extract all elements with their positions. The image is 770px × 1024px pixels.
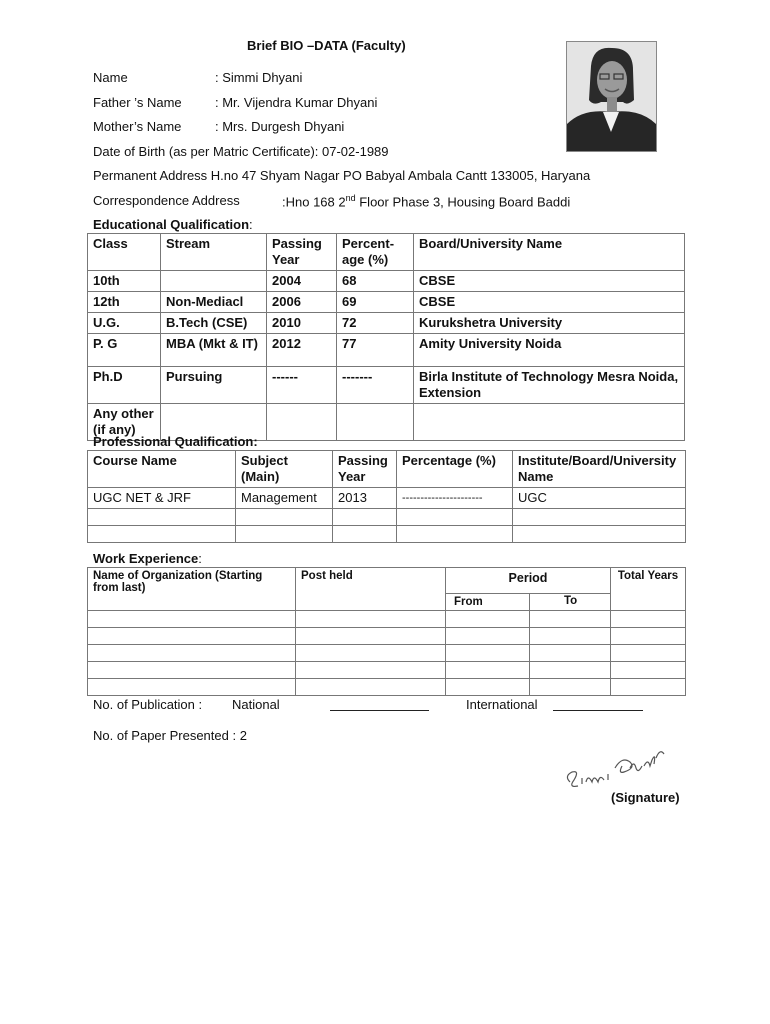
table-header-cell: Board/University Name <box>414 234 685 271</box>
table-cell <box>446 611 530 628</box>
table-cell <box>333 526 397 543</box>
table-cell <box>296 679 446 696</box>
table-cell: Management <box>236 488 333 509</box>
table-cell <box>88 679 296 696</box>
table-cell: 2004 <box>267 271 337 292</box>
international-blank-line <box>553 698 643 711</box>
work-experience-table <box>87 567 686 696</box>
table-row <box>88 645 686 662</box>
table-cell <box>611 662 686 679</box>
correspondence-address-part: Floor Phase 3, Housing Board Baddi <box>355 194 571 210</box>
education-table <box>87 233 685 441</box>
correspondence-address-label: Correspondence Address <box>93 193 240 208</box>
table-cell: UGC NET & JRF <box>88 488 236 509</box>
professional-heading: Professional Qualification: <box>93 434 258 449</box>
table-cell: P. G <box>88 334 161 367</box>
table-cell: 2010 <box>267 313 337 334</box>
work-heading <box>93 551 202 566</box>
table-cell: ------- <box>337 367 414 404</box>
publication-national-label: National <box>232 697 280 712</box>
table-header-cell: Percent-age (%) <box>337 234 414 271</box>
name-label: Name <box>93 70 128 85</box>
table-row <box>88 271 685 292</box>
table-header-cell: Course Name <box>88 451 236 488</box>
work-heading-text: Work Experience <box>93 551 199 566</box>
permanent-address: Permanent Address H.no 47 Shyam Nagar PO Babyal Ambala Cantt 133005, Haryana <box>93 168 591 183</box>
table-cell: CBSE <box>414 292 685 313</box>
publication-label: No. of Publication : <box>93 697 203 712</box>
table-cell <box>236 526 333 543</box>
table-row <box>88 526 686 543</box>
table-header-row <box>88 451 686 488</box>
table-cell: 2006 <box>267 292 337 313</box>
table-header-cell: Passing Year <box>267 234 337 271</box>
name-value: : Simmi Dhyani <box>215 70 303 85</box>
table-cell <box>333 509 397 526</box>
signature-image <box>560 738 670 798</box>
table-cell: Pursuing <box>161 367 267 404</box>
table-cell <box>88 662 296 679</box>
table-cell <box>611 628 686 645</box>
table-header-cell: Class <box>88 234 161 271</box>
work-heading-colon: : <box>198 551 202 566</box>
table-cell <box>337 404 414 441</box>
table-row <box>88 367 685 404</box>
publication-international-label: International <box>466 697 538 712</box>
table-cell <box>530 662 611 679</box>
mother-name-label: Mother’s Name <box>93 119 182 134</box>
table-row <box>88 313 685 334</box>
table-cell <box>397 526 513 543</box>
table-header-cell: From <box>446 594 530 611</box>
ordinal-suffix: nd <box>345 193 356 203</box>
table-cell <box>88 645 296 662</box>
father-name-value: : Mr. Vijendra Kumar Dhyani <box>215 95 378 110</box>
table-row <box>88 488 686 509</box>
education-heading-colon: : <box>249 217 253 232</box>
table-cell: 77 <box>337 334 414 367</box>
table-cell <box>236 509 333 526</box>
table-row <box>88 334 685 367</box>
table-header-cell: Institute/Board/University Name <box>513 451 686 488</box>
table-cell: Birla Institute of Technology Mesra Noida, Extension <box>414 367 685 404</box>
table-cell <box>88 509 236 526</box>
table-cell <box>611 679 686 696</box>
table-cell: 68 <box>337 271 414 292</box>
table-cell <box>530 645 611 662</box>
table-cell: 2012 <box>267 334 337 367</box>
table-cell <box>446 679 530 696</box>
table-cell <box>530 628 611 645</box>
table-cell <box>513 509 686 526</box>
table-cell: B.Tech (CSE) <box>161 313 267 334</box>
page-title: Brief BIO –DATA (Faculty) <box>247 38 406 53</box>
table-cell: Non-Mediacl <box>161 292 267 313</box>
table-cell: ------ <box>267 367 337 404</box>
education-heading <box>93 217 253 232</box>
table-cell <box>161 271 267 292</box>
table-cell: Amity University Noida <box>414 334 685 367</box>
table-cell <box>446 662 530 679</box>
date-of-birth: Date of Birth (as per Matric Certificate): 07-02-1989 <box>93 144 389 159</box>
table-cell <box>296 611 446 628</box>
table-header-cell: Period <box>446 568 611 594</box>
education-heading-text: Educational Qualification <box>93 217 250 232</box>
table-header-row <box>88 234 685 271</box>
table-header-cell: Name of Organization (Starting from last) <box>88 568 296 611</box>
table-header-cell: Passing Year <box>333 451 397 488</box>
table-header-cell: Subject (Main) <box>236 451 333 488</box>
table-cell: 69 <box>337 292 414 313</box>
table-cell: UGC <box>513 488 686 509</box>
mother-name-value: : Mrs. Durgesh Dhyani <box>215 119 345 134</box>
papers-presented: No. of Paper Presented : 2 <box>93 728 247 743</box>
table-cell: 12th <box>88 292 161 313</box>
table-cell <box>88 611 296 628</box>
table-cell <box>530 611 611 628</box>
table-row <box>88 292 685 313</box>
table-cell <box>296 628 446 645</box>
profile-photo <box>566 41 657 152</box>
table-row <box>88 509 686 526</box>
table-cell <box>88 628 296 645</box>
table-cell: MBA (Mkt & IT) <box>161 334 267 367</box>
table-cell: CBSE <box>414 271 685 292</box>
table-cell <box>513 526 686 543</box>
table-cell <box>611 611 686 628</box>
table-cell: 2013 <box>333 488 397 509</box>
professional-table <box>87 450 686 543</box>
table-cell <box>267 404 337 441</box>
table-cell <box>611 645 686 662</box>
table-cell <box>88 526 236 543</box>
table-cell: Any other (if any) <box>88 404 161 441</box>
correspondence-address-value <box>282 193 570 209</box>
table-row <box>88 611 686 628</box>
table-cell <box>397 509 513 526</box>
table-cell <box>446 628 530 645</box>
table-cell <box>296 662 446 679</box>
table-cell: 72 <box>337 313 414 334</box>
table-cell <box>414 404 685 441</box>
table-cell: U.G. <box>88 313 161 334</box>
table-row <box>88 628 686 645</box>
table-header-cell: To <box>530 594 611 611</box>
table-header-cell: Total Years <box>611 568 686 611</box>
table-cell <box>446 645 530 662</box>
table-header-row <box>88 568 686 594</box>
national-blank-line <box>330 698 429 711</box>
table-cell: ---------------------- <box>397 488 513 509</box>
table-header-cell: Percentage (%) <box>397 451 513 488</box>
signature-label: (Signature) <box>611 790 680 805</box>
correspondence-address-part: :Hno 168 2 <box>282 194 346 210</box>
table-cell: Kurukshetra University <box>414 313 685 334</box>
table-row <box>88 679 686 696</box>
table-header-cell: Post held <box>296 568 446 611</box>
table-cell: 10th <box>88 271 161 292</box>
father-name-label: Father ’s Name <box>93 95 182 110</box>
table-cell: Ph.D <box>88 367 161 404</box>
table-cell <box>530 679 611 696</box>
table-row <box>88 662 686 679</box>
table-cell <box>296 645 446 662</box>
table-header-cell: Stream <box>161 234 267 271</box>
